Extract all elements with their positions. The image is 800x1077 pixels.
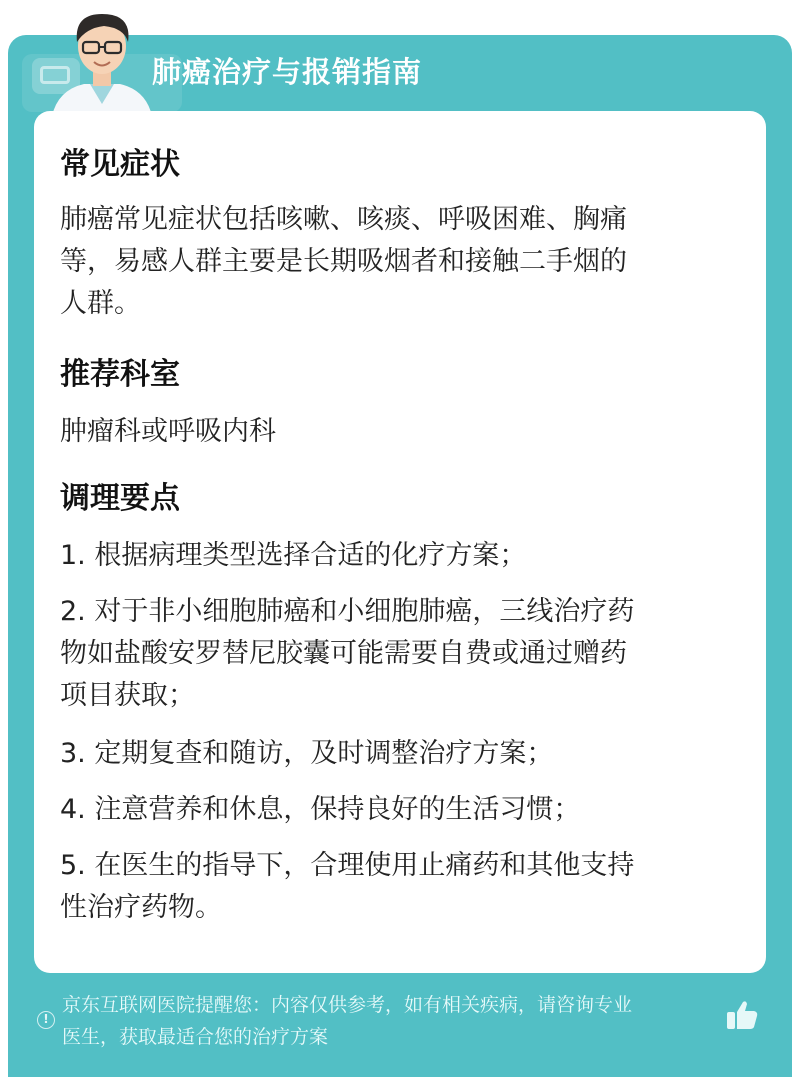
section-heading-department: 推荐科室 [60,357,180,392]
care-item-4 [60,789,740,831]
care-item-5 [60,845,740,929]
text-line: 3. 定期复查和随访，及时调整治疗方案； [60,738,554,769]
text-line: 性治疗药物。 [60,892,222,923]
text-line: 1. 根据病理类型选择合适的化疗方案； [60,540,527,571]
care-item-1 [60,535,740,577]
thumbs-up-icon[interactable] [724,997,760,1033]
text-line: 2. 对于非小细胞肺癌和小细胞肺癌，三线治疗药 [60,596,635,627]
text-line: 肿瘤科或呼吸内科 [60,416,276,447]
text-line: 等，易感人群主要是长期吸烟者和接触二手烟的 [60,246,627,277]
symptoms-text [60,199,740,325]
info-icon: ! [37,1011,55,1029]
care-item-2 [60,591,740,717]
page-title: 肺癌治疗与报销指南 [152,55,423,89]
disclaimer-line: 医生，获取最适合您的治疗方案 [62,1026,329,1048]
content-card [34,111,766,973]
text-line: 物如盐酸安罗替尼胶囊可能需要自费或通过赠药 [60,638,627,669]
department-text [60,411,740,453]
disclaimer [62,989,730,1053]
text-line: 肺癌常见症状包括咳嗽、咳痰、呼吸困难、胸痛 [60,204,627,235]
care-item-3 [60,733,740,775]
text-line: 项目获取； [60,680,195,711]
section-heading-symptoms: 常见症状 [60,147,180,182]
text-line: 5. 在医生的指导下，合理使用止痛药和其他支持 [60,850,635,881]
text-line: 人群。 [60,288,141,319]
doctor-avatar [44,6,160,116]
text-line: 4. 注意营养和休息，保持良好的生活习惯； [60,794,581,825]
section-heading-care: 调理要点 [60,481,180,516]
disclaimer-line: 京东互联网医院提醒您：内容仅供参考，如有相关疾病，请咨询专业 [62,994,633,1016]
